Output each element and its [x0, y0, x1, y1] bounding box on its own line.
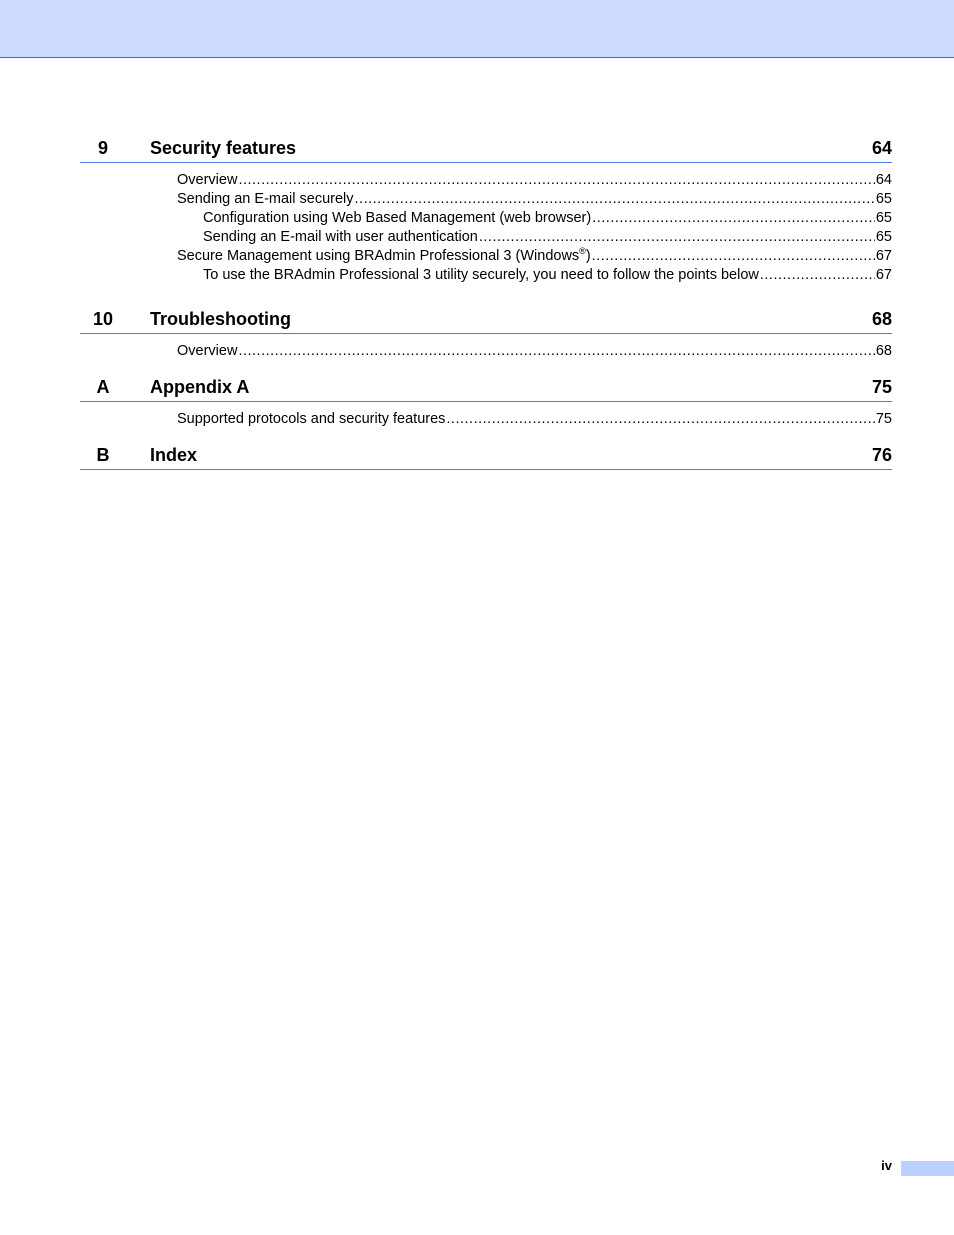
- entry-label: Overview: [177, 343, 238, 359]
- entry-label-text: Secure Management using BRAdmin Professional 3 (Windows: [177, 248, 580, 264]
- chapter-appendix-b: [80, 441, 892, 470]
- chapter-title: Security features: [150, 138, 297, 158]
- chapter-heading[interactable]: [80, 441, 892, 470]
- entry-page: 65: [875, 229, 892, 245]
- toc-entry[interactable]: [177, 410, 892, 429]
- chapter-page: 75: [871, 377, 892, 397]
- dot-leader: [238, 342, 874, 361]
- entry-page: 68: [875, 343, 892, 359]
- toc-entry[interactable]: [177, 171, 892, 190]
- chapter-entries: [80, 402, 892, 429]
- chapter-9: [80, 134, 892, 285]
- chapter-10: [80, 305, 892, 361]
- dot-leader: [760, 266, 875, 285]
- toc-entry[interactable]: [203, 266, 892, 285]
- toc-entry[interactable]: [203, 209, 892, 228]
- toc-entry[interactable]: [177, 190, 892, 209]
- table-of-contents: [80, 134, 892, 470]
- chapter-page: 76: [871, 445, 892, 465]
- chapter-page: 68: [871, 309, 892, 329]
- chapter-heading[interactable]: [80, 373, 892, 402]
- chapter-number: A: [96, 377, 110, 397]
- chapter-heading[interactable]: [80, 134, 892, 163]
- entry-label: Sending an E-mail securely: [177, 191, 354, 207]
- header-band: [0, 0, 954, 58]
- chapter-title: Appendix A: [150, 377, 250, 397]
- toc-entry[interactable]: [177, 342, 892, 361]
- registered-mark: ®: [579, 247, 586, 257]
- dot-leader: [446, 410, 874, 429]
- entry-page: 64: [875, 172, 892, 188]
- dot-leader: [355, 190, 875, 209]
- toc-entry[interactable]: [203, 228, 892, 247]
- entry-label: To use the BRAdmin Professional 3 utility securely, you need to follow the points below: [203, 267, 759, 283]
- page-number: iv: [881, 1158, 892, 1173]
- entry-page: 67: [875, 267, 892, 283]
- footer-band: [901, 1161, 954, 1176]
- dot-leader: [238, 171, 874, 190]
- chapter-number: 10: [92, 309, 114, 329]
- chapter-title: Troubleshooting: [150, 309, 291, 329]
- entry-label: Configuration using Web Based Management (web browser): [203, 210, 592, 226]
- spacer: [80, 361, 892, 373]
- spacer: [80, 285, 892, 305]
- entry-page: 65: [875, 210, 892, 226]
- chapter-number: 9: [97, 138, 108, 158]
- chapter-heading[interactable]: [80, 305, 892, 334]
- dot-leader: [592, 209, 875, 228]
- chapter-entries: [80, 163, 892, 285]
- entry-label: Sending an E-mail with user authentication: [203, 229, 478, 245]
- entry-label: Supported protocols and security features: [177, 411, 446, 427]
- chapter-page: 64: [871, 138, 892, 158]
- entry-page: 67: [875, 248, 892, 264]
- entry-page: 65: [875, 191, 892, 207]
- chapter-appendix-a: [80, 373, 892, 429]
- dot-leader: [479, 228, 875, 247]
- chapter-entries: [80, 334, 892, 361]
- dot-leader: [592, 247, 875, 266]
- entry-page: 75: [875, 411, 892, 427]
- chapter-title: Index: [150, 445, 198, 465]
- entry-label: [177, 247, 591, 266]
- chapter-number: B: [96, 445, 110, 465]
- toc-entry[interactable]: [177, 247, 892, 266]
- entry-label-end: ): [585, 248, 591, 264]
- spacer: [80, 429, 892, 441]
- entry-label: Overview: [177, 172, 238, 188]
